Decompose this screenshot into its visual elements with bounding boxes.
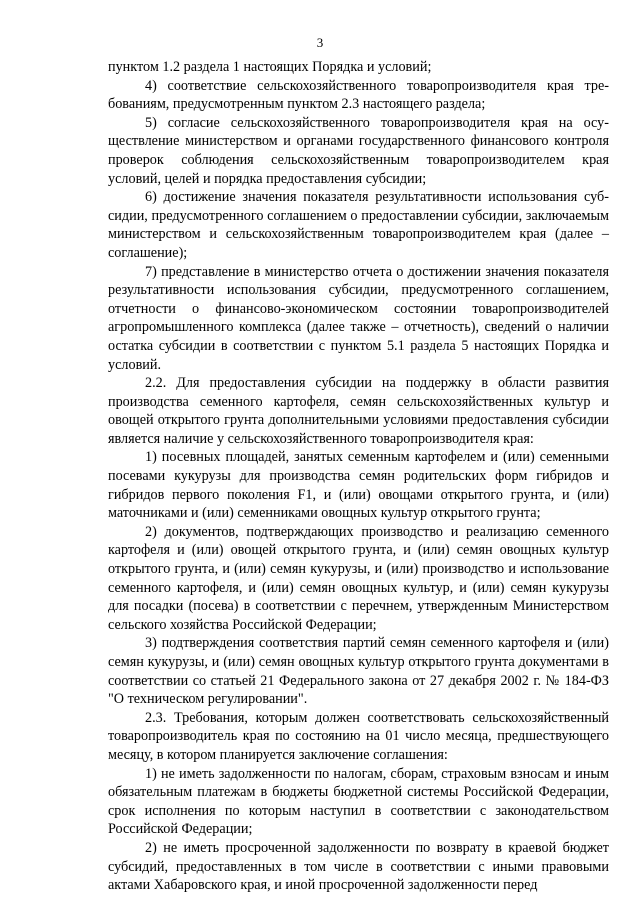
- paragraph: 4) соответствие сельскохозяйственного товаропроизводителя края требованиям, предусмотренным пунктом 2.3 настоящего раздела;: [108, 77, 609, 113]
- paragraph: 2.2. Для предоставления субсидии на поддержку в области развития производства семенного картофеля, семян сельскохозяйственных культур и овощей открытого грунта дополнительными условиями предоставления субсидии является наличие у сельскохозяйственного товаропроизводителя края:: [108, 375, 609, 447]
- paragraph: 7) представление в министерство отчета о достижении значения показателя результативности использования субсидии, предусмотренного соглашением, отчетности о финансово-экономическом состоянии товаропроизводителей агропромышленного комплекса (далее также – отчетность), сведений о наличии остатка субсидии в соответствии с пунктом 5.1 раздела 5 настоящих Порядка и условий.: [108, 263, 609, 373]
- paragraph: 3) подтверждения соответствия партий семян семенного картофеля и (или) семян кукурузы, и (или) семян овощных культур открытого грунта документами в соответствии со статьей 21 Федерального закона от 27 декабря 2002 г. № 184-ФЗ "О техническом регулировании".: [108, 635, 609, 708]
- paragraph: 6) достижение значения показателя результативности использования субсидии, предусмотренного соглашением о предоставлении субсидии, заключаемым министерством и сельскохозяйственным товаропроизводителем края (далее – соглашение);: [108, 189, 609, 261]
- paragraph: 2.3. Требования, которым должен соответствовать сельскохозяйственный товаропроизводитель края по состоянию на 01 число месяца, предшествующего месяцу, в котором планируется заключение соглашения:: [108, 709, 609, 763]
- paragraph: 5) согласие сельскохозяйственного товаропроизводителя края на осуществление министерством и органами государственного финансового контроля проверок соблюдения сельскохозяйственным товаропроизводителем края условий, целей и порядка предоставления субсидии;: [108, 114, 609, 187]
- page-number: 3: [316, 35, 324, 50]
- paragraph: 2) документов, подтверждающих производство и реализацию семенного картофеля и (или) овощей открытого грунта, и (или) семян овощных культур открытого грунта, и (или) семян кукурузы, и (или) производство и использование семенного картофеля, и (или) семян овощных культур, и (или) семян кукурузы для посадки (посева) в соответствии с перечнем, утвержденным Министерством сельского хозяйства Российской Федерации;: [108, 523, 609, 633]
- paragraph: пунктом 1.2 раздела 1 настоящих Порядка и условий;: [108, 59, 432, 75]
- paragraph: 2) не иметь просроченной задолженности по возврату в краевой бюджет субсидий, предоставленных в том числе в соответствии с иными правовыми актами Хабаровского края, и иной просроченной задолженности перед: [108, 839, 609, 894]
- body-text: [108, 58, 609, 895]
- paragraph: 1) не иметь задолженности по налогам, сборам, страховым взносам и иным обязательным платежам в бюджеты бюджетной системы Российской Федерации, срок исполнения по которым наступил в соответствии с законодательством Российской Федерации;: [108, 765, 609, 838]
- paragraph: 1) посевных площадей, занятых семенным картофелем и (или) семенными посевами кукурузы для производства семян родительских форм гибридов и гибридов первого поколения F1, и (или) овощами открытого грунта, и (или) маточниками и (или) семенниками овощных культур открытого грунта;: [108, 449, 609, 522]
